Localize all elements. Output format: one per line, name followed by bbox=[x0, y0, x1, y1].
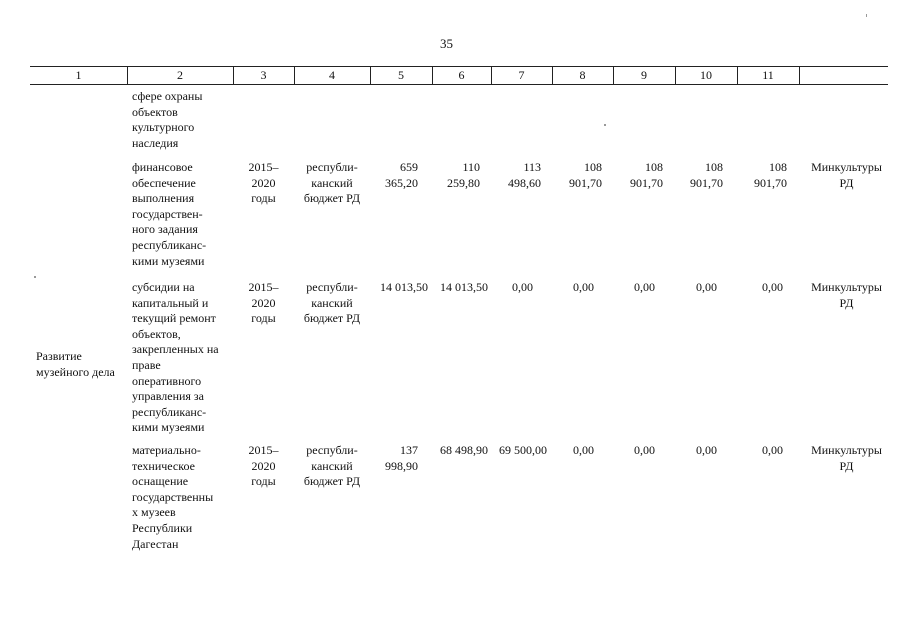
column-number: 8 bbox=[579, 68, 586, 82]
row-description: финансовое обеспечение выполнения государствен- ного задания республиканс- кими музеями bbox=[132, 160, 207, 268]
row-value-col10: 0,00 bbox=[696, 443, 717, 457]
column-number: 10 bbox=[700, 68, 712, 82]
row-value-col5: 14 013,50 bbox=[380, 280, 428, 294]
scan-speck bbox=[866, 14, 867, 17]
column-number: 11 bbox=[762, 68, 774, 82]
row-period: 2015– 2020 годы bbox=[248, 280, 279, 326]
row-value-col11: 108 901,70 bbox=[754, 160, 787, 190]
row-value-col7: 0,00 bbox=[512, 280, 533, 294]
header-divider bbox=[799, 66, 800, 84]
column-number: 2 bbox=[177, 68, 183, 82]
column-number: 6 bbox=[458, 68, 465, 82]
row-period: 2015– 2020 годы bbox=[248, 160, 279, 206]
row-description: материально- техническое оснащение государственны х музеев Республики Дагестан bbox=[132, 443, 214, 551]
row-value-col9: 0,00 bbox=[634, 443, 655, 457]
header-bottom-border bbox=[30, 84, 888, 85]
row-value-col6: 68 498,90 bbox=[440, 443, 488, 457]
row-value-col5: 137 998,90 bbox=[385, 443, 418, 473]
column-number: 7 bbox=[518, 68, 525, 82]
row-description: субсидии на капитальный и текущий ремонт объектов, закрепленных на праве оперативного управления за республиканс- кими музеями bbox=[132, 280, 219, 435]
column-number: 3 bbox=[260, 68, 267, 82]
header-top-border bbox=[30, 66, 888, 67]
row-executor: Минкультуры РД bbox=[811, 443, 882, 473]
row-executor: Минкультуры РД bbox=[811, 280, 882, 310]
row-value-col8: 108 901,70 bbox=[569, 160, 602, 190]
row-value-col5: 659 365,20 bbox=[385, 160, 418, 190]
row-value-col10: 108 901,70 bbox=[690, 160, 723, 190]
row-value-col8: 0,00 bbox=[573, 443, 594, 457]
row-value-col6: 110 259,80 bbox=[447, 160, 480, 190]
column-number: 4 bbox=[329, 68, 335, 82]
row-value-col9: 108 901,70 bbox=[630, 160, 663, 190]
column-number: 1 bbox=[75, 68, 82, 82]
row-value-col11: 0,00 bbox=[762, 280, 783, 294]
row-funding-source: республи- канский бюджет РД bbox=[303, 443, 361, 489]
row-value-col6: 14 013,50 bbox=[440, 280, 488, 294]
row-executor: Минкультуры РД bbox=[811, 160, 882, 190]
column-number: 5 bbox=[398, 68, 404, 82]
row-period: 2015– 2020 годы bbox=[248, 443, 279, 489]
row-value-col8: 0,00 bbox=[573, 280, 594, 294]
continued-description: сфере охраны объектов культурного наследия bbox=[132, 89, 203, 150]
column-number: 9 bbox=[641, 68, 647, 82]
row-funding-source: республи- канский бюджет РД bbox=[303, 160, 361, 206]
page-number: 35 bbox=[440, 36, 453, 51]
row-value-col11: 0,00 bbox=[762, 443, 783, 457]
row-value-col7: 113 498,60 bbox=[508, 160, 541, 190]
group-label: Развитие музейного дела bbox=[36, 349, 115, 379]
scan-speck bbox=[604, 124, 606, 126]
row-funding-source: республи- канский бюджет РД bbox=[303, 280, 361, 326]
row-value-col9: 0,00 bbox=[634, 280, 655, 294]
row-value-col7: 69 500,00 bbox=[499, 443, 547, 457]
scan-speck bbox=[34, 276, 36, 278]
row-value-col10: 0,00 bbox=[696, 280, 717, 294]
